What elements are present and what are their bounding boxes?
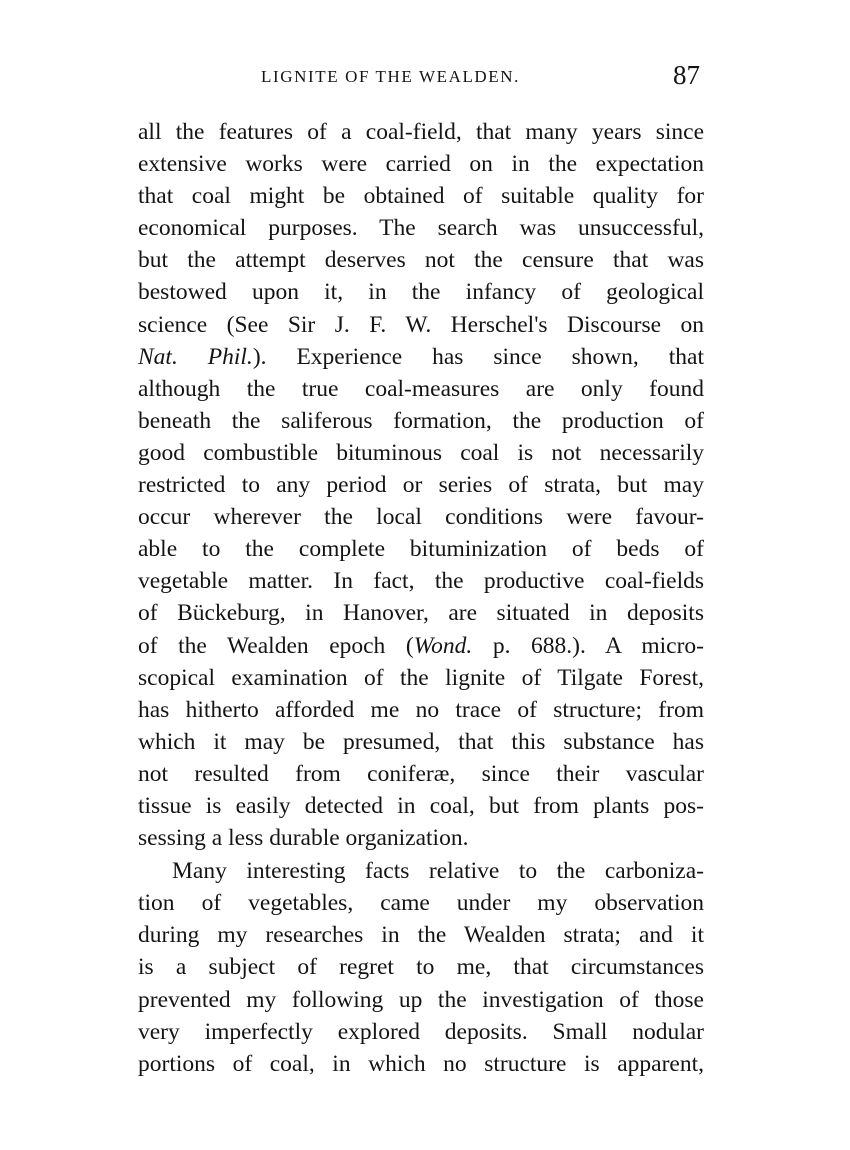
- text-line: bestowed upon it, in the infancy of geological: [138, 279, 704, 306]
- text-line: economical purposes. The search was unsuccessful,: [138, 215, 704, 242]
- text-line: vegetable matter. In fact, the productive coal-fields: [138, 568, 704, 595]
- running-head: [138, 60, 704, 94]
- paragraph: [138, 855, 704, 1080]
- text-line: Many interesting facts relative to the carboniza-: [172, 858, 704, 885]
- text-line: although the true coal-measures are only found: [138, 375, 704, 402]
- text-line: restricted to any period or series of strata, but may: [138, 472, 704, 499]
- text-line: portions of coal, in which no structure is apparent,: [138, 1050, 704, 1077]
- text-line: has hitherto afforded me no trace of structure; from: [138, 696, 704, 723]
- text-line: occur wherever the local conditions were favour-: [138, 504, 704, 531]
- text-line: very imperfectly explored deposits. Small nodular: [138, 1018, 704, 1045]
- text-line: tissue is easily detected in coal, but from plants pos-: [138, 792, 704, 819]
- text-line: Nat. Phil.). Experience has since shown, that: [138, 343, 704, 370]
- text-line: prevented my following up the investigation of those: [138, 986, 704, 1013]
- text-line: of the Wealden epoch (Wond. p. 688.). A micro-: [138, 632, 704, 659]
- text-line: beneath the saliferous formation, the production of: [138, 407, 704, 434]
- running-title: LIGNITE OF THE WEALDEN.: [261, 67, 521, 86]
- text-line: extensive works were carried on in the expectation: [138, 151, 704, 178]
- text-line: all the features of a coal-field, that many years since: [138, 119, 704, 145]
- text-line: sessing a less durable organization.: [138, 825, 469, 852]
- text-line: which it may be presumed, that this substance has: [138, 728, 704, 755]
- text-line: good combustible bituminous coal is not necessarily: [138, 439, 704, 466]
- text-line: scopical examination of the lignite of Tilgate Forest,: [138, 664, 704, 691]
- text-line: but the attempt deserves not the censure that was: [138, 247, 704, 274]
- text-line: during my researches in the Wealden strata; and it: [138, 922, 704, 949]
- text-line: science (See Sir J. F. W. Herschel's Discourse on: [138, 311, 704, 338]
- text-line: that coal might be obtained of suitable quality for: [138, 183, 704, 210]
- text-line: tion of vegetables, came under my observation: [138, 890, 704, 917]
- text-line: is a subject of regret to me, that circumstances: [138, 954, 704, 981]
- text-line: of Bückeburg, in Hanover, are situated in deposits: [138, 600, 704, 627]
- paragraph: [138, 116, 704, 854]
- body-text: [138, 116, 704, 1080]
- text-line: not resulted from coniferæ, since their vascular: [138, 760, 704, 787]
- text-line: able to the complete bituminization of beds of: [138, 536, 704, 563]
- page-number: 87: [673, 60, 700, 90]
